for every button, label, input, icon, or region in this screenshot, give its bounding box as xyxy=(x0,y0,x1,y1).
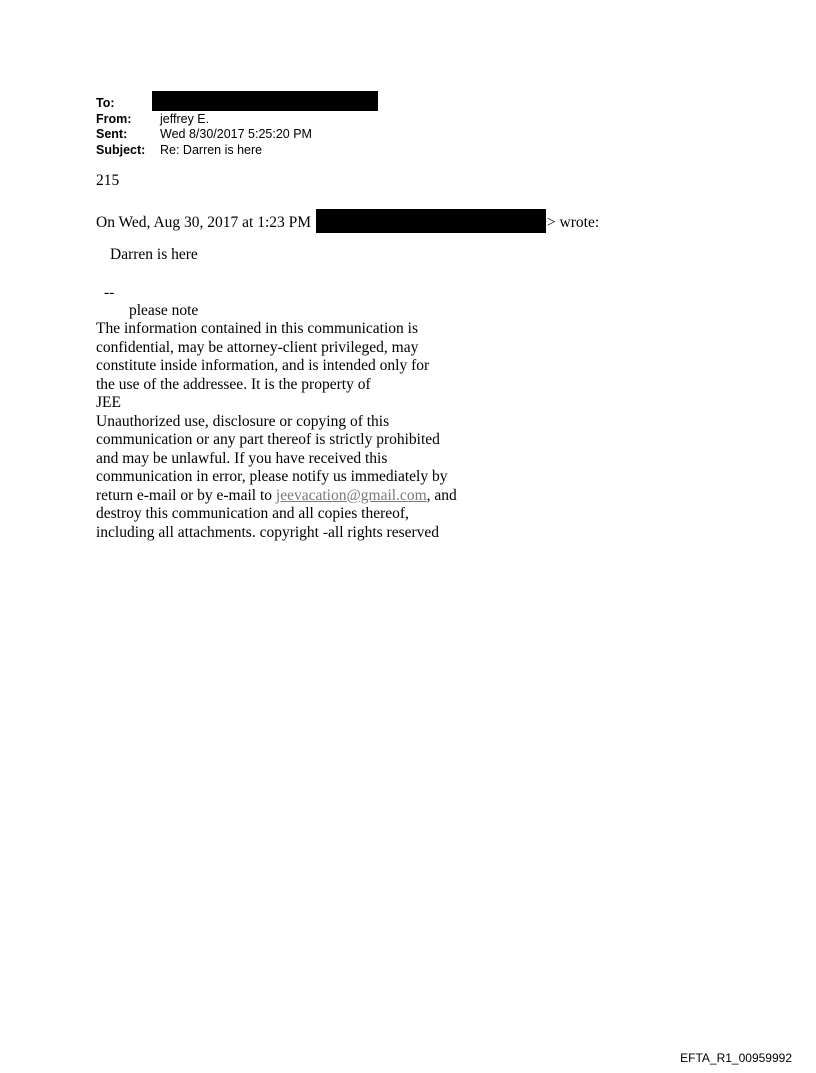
please-note: please note xyxy=(129,302,199,319)
email-prefix: return e-mail or by e-mail to xyxy=(96,486,276,504)
to-label: To: xyxy=(96,96,115,110)
reply-text: 215 xyxy=(96,172,120,189)
email-header xyxy=(96,96,378,158)
disclaimer-line: communication in error, please notify us immediately by xyxy=(96,468,448,485)
sent-row xyxy=(96,127,378,143)
subject-value: Re: Darren is here xyxy=(160,142,263,157)
signature-dash: -- xyxy=(104,284,115,301)
email-suffix: , and xyxy=(426,486,457,504)
disclaimer-email-line xyxy=(96,487,496,506)
document-id: EFTA_R1_00959992 xyxy=(680,1051,792,1065)
email-link[interactable]: jeevacation@gmail.com xyxy=(275,486,427,504)
from-row xyxy=(96,112,378,128)
disclaimer-line: JEE xyxy=(96,394,121,411)
quote-attribution xyxy=(96,209,599,233)
from-label: From: xyxy=(96,111,132,126)
disclaimer-line: Unauthorized use, disclosure or copying of this xyxy=(96,412,390,430)
quoted-message: Darren is here xyxy=(110,246,198,263)
disclaimer xyxy=(96,320,496,542)
sent-value: Wed 8/30/2017 5:25:20 PM xyxy=(160,127,312,141)
disclaimer-line: confidential, may be attorney-client privileged, may xyxy=(96,338,419,356)
disclaimer-line: constitute inside information, and is intended only for xyxy=(96,357,430,374)
disclaimer-line: The information contained in this communication is xyxy=(96,320,418,337)
sent-label: Sent: xyxy=(96,127,128,141)
subject-label: Subject: xyxy=(96,142,146,157)
to-row xyxy=(96,96,378,112)
disclaimer-line: the use of the addressee. It is the property of xyxy=(96,375,371,393)
quote-prefix: On Wed, Aug 30, 2017 at 1:23 PM xyxy=(96,214,312,231)
sender-redaction xyxy=(316,209,546,233)
disclaimer-line: and may be unlawful. If you have received this xyxy=(96,449,388,467)
from-value: jeffrey E. xyxy=(160,111,210,126)
quote-suffix: > wrote: xyxy=(546,214,600,231)
to-redaction xyxy=(152,91,378,111)
subject-row xyxy=(96,143,378,159)
disclaimer-line: destroy this communication and all copies thereof, xyxy=(96,505,409,522)
disclaimer-line: communication or any part thereof is strictly prohibited xyxy=(96,431,440,448)
disclaimer-line: including all attachments. copyright -all rights reserved xyxy=(96,523,440,541)
